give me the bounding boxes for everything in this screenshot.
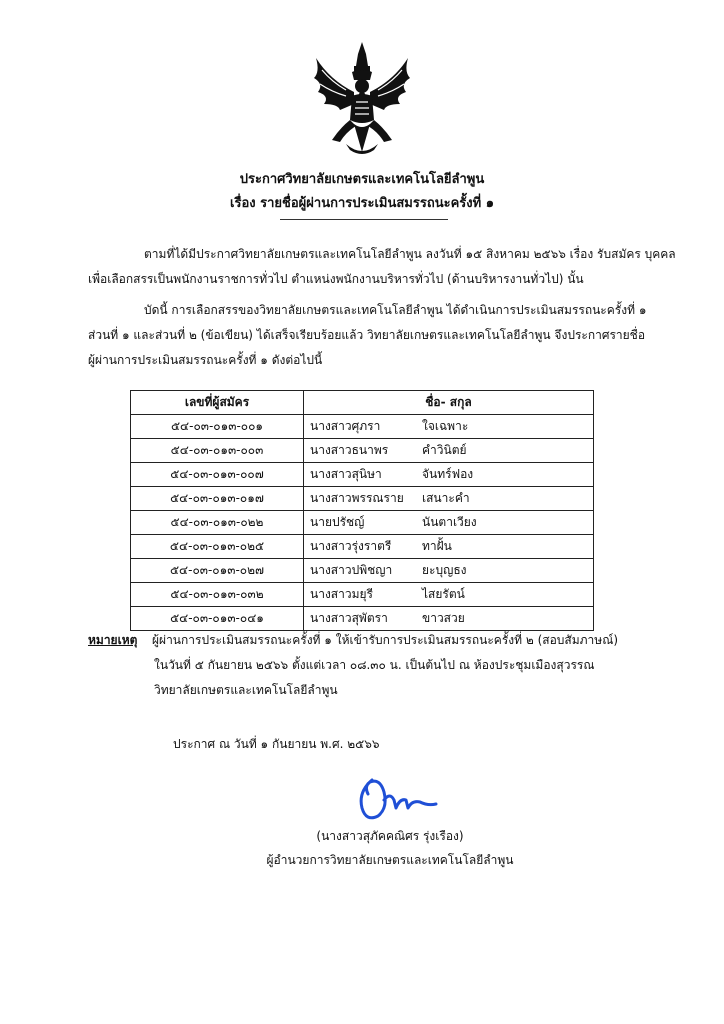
last-name: ขาวสวย [422,611,465,625]
applicant-number: ๕๔-๐๓-๐๑๓-๐๒๒ [131,511,304,535]
column-header-applicant-number: เลขที่ผู้สมัคร [131,391,304,415]
table-row [131,535,594,559]
applicant-name [304,583,594,607]
note-line: ผู้ผ่านการประเมินสมรรถนะครั้งที่ ๑ ให้เข้ารับการประเมินสมรรถนะครั้งที่ ๒ (สอบสัมภาษณ์) [152,633,619,647]
table-row [131,559,594,583]
last-name: ไสยรัตน์ [422,587,465,601]
last-name: จันทร์ฟอง [422,467,474,481]
first-name: นางสาวปพิชญา [310,563,393,577]
applicant-number: ๕๔-๐๓-๐๑๓-๐๒๕ [131,535,304,559]
column-header-full-name: ชื่อ- สกุล [304,391,594,415]
last-name: นันตาเวียง [422,515,477,529]
paragraph-line: เพื่อเลือกสรรเป็นพนักงานราชการทั่วไป ตำแหน่งพนักงานบริหารทั่วไป (ด้านบริหารงานทั่วไป) นั้น [88,272,584,286]
first-name: นางสาวมยุรี [310,587,373,601]
first-name: นางสาวสุนิษา [310,467,382,481]
applicant-number: ๕๔-๐๓-๐๑๓-๐๑๗ [131,487,304,511]
title-divider [280,219,448,220]
first-name: นางสาวสุพัตรา [310,611,388,625]
table-row [131,439,594,463]
last-name: ทาฝั้น [422,539,452,553]
document-subject: เรื่อง รายชื่อผู้ผ่านการประเมินสมรรถนะครั้งที่ ๑ [230,196,494,211]
table-row [131,463,594,487]
paragraph-reference [88,242,676,292]
candidate-table [130,390,594,631]
table-row [131,511,594,535]
first-name: นางสาวรุ่งราตรี [310,539,392,553]
applicant-name [304,487,594,511]
applicant-name [304,535,594,559]
last-name: ใจเฉพาะ [422,419,469,433]
paragraph-line: บัดนี้ การเลือกสรรของวิทยาลัยเกษตรและเทคโนโลยีลำพูน ได้ดำเนินการประเมินสมรรถนะครั้งที่ ๑ [144,303,647,317]
last-name: คำวินิตย์ [422,443,467,457]
applicant-number: ๕๔-๐๓-๐๑๓-๐๐๓ [131,439,304,463]
applicant-number: ๕๔-๐๓-๐๑๓-๐๔๑ [131,607,304,631]
paragraph-line: ตามที่ได้มีประกาศวิทยาลัยเกษตรและเทคโนโลยีลำพูน ลงวันที่ ๑๕ สิงหาคม ๒๕๖๖ เรื่อง รับสมัคร บุคคล [144,247,676,261]
table-row [131,607,594,631]
applicant-number: ๕๔-๐๓-๐๑๓-๐๐๗ [131,463,304,487]
applicant-name [304,415,594,439]
signer-name: (นางสาวสุภัคคณิศร รุ่งเรือง) [316,829,464,843]
applicant-number: ๕๔-๐๓-๐๑๓-๐๓๒ [131,583,304,607]
announcement-date: ประกาศ ณ วันที่ ๑ กันยายน พ.ศ. ๒๕๖๖ [173,737,380,751]
signer-title: ผู้อำนวยการวิทยาลัยเกษตรและเทคโนโลยีลำพูน [266,853,514,867]
applicant-name [304,439,594,463]
table-row [131,487,594,511]
table-row [131,415,594,439]
applicant-name [304,607,594,631]
note-line: วิทยาลัยเกษตรและเทคโนโลยีลำพูน [154,683,338,697]
first-name: นางสาวธนาพร [310,443,389,457]
first-name: นางสาวพรรณราย [310,491,404,505]
paragraph-line: ส่วนที่ ๑ และส่วนที่ ๒ (ข้อเขียน) ได้เสร็จเรียบร้อยแล้ว วิทยาลัยเกษตรและเทคโนโลยีลำพูน จึงประกาศรายชื่อ [88,328,646,342]
paragraph-line: ผู้ผ่านการประเมินสมรรถนะครั้งที่ ๑ ดังต่อไปนี้ [88,353,323,367]
note-text [152,628,682,703]
note-line: ในวันที่ ๕ กันยายน ๒๕๖๖ ตั้งแต่เวลา ๐๘.๓๐ น. เป็นต้นไป ณ ห้องประชุมเมืองสุวรรณ [154,658,595,672]
last-name: เสนาะคำ [422,491,470,505]
paragraph-announcement [88,298,676,373]
table-row [131,583,594,607]
garuda-emblem-icon [310,40,414,158]
document-title: ประกาศวิทยาลัยเกษตรและเทคโนโลยีลำพูน [239,172,485,187]
applicant-number: ๕๔-๐๓-๐๑๓-๐๐๑ [131,415,304,439]
note-label: หมายเหตุ [88,633,138,647]
applicant-number: ๕๔-๐๓-๐๑๓-๐๒๗ [131,559,304,583]
table-header-row [131,391,594,415]
applicant-name [304,463,594,487]
applicant-name [304,559,594,583]
applicant-name [304,511,594,535]
handwritten-signature-icon [350,770,440,828]
first-name: นายปรัชญ์ [310,515,365,529]
first-name: นางสาวศุภรา [310,419,381,433]
last-name: ยะบุญธง [422,563,467,577]
